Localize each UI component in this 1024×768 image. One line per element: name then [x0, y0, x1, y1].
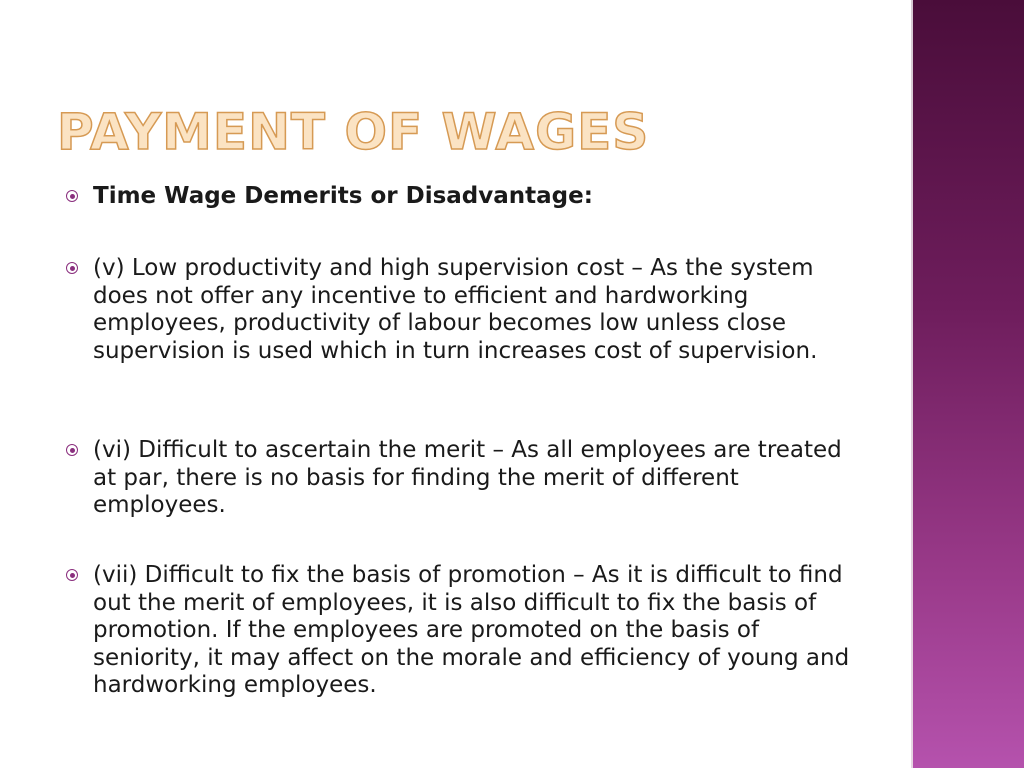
decorative-side-bar — [913, 0, 1024, 768]
bullet-item-low-productivity — [66, 255, 866, 365]
bullet-text: (vi) Difficult to ascertain the merit – As all employees are treated at par, there is no basis for finding the merit of different employees. — [93, 437, 842, 518]
bullet-text: (vii) Difficult to fix the basis of promotion – As it is difficult to find out the merit of employees, it is also difficult to fix the basis of promotion. If the employees are promoted on the basis of seniority, it may affect on the morale and efficiency of young and hardworking employees. — [93, 562, 850, 698]
bullet-text: Time Wage Demerits or Disadvantage: — [93, 183, 593, 209]
bullet-item-heading — [66, 183, 866, 211]
bullet-circle-icon — [66, 569, 78, 581]
bullet-item-merit — [66, 437, 866, 520]
bullet-circle-icon — [66, 262, 78, 274]
bullet-circle-icon — [66, 444, 78, 456]
bullet-text: (v) Low productivity and high supervision cost – As the system does not offer any incentive to efficient and hardworking employees, productivity of labour becomes low unless close supervision is used which in turn increases cost of supervision. — [93, 255, 818, 364]
bullet-item-promotion — [66, 562, 866, 700]
slide-title: PAYMENT OF WAGES — [57, 103, 650, 161]
bullet-circle-icon — [66, 190, 78, 202]
